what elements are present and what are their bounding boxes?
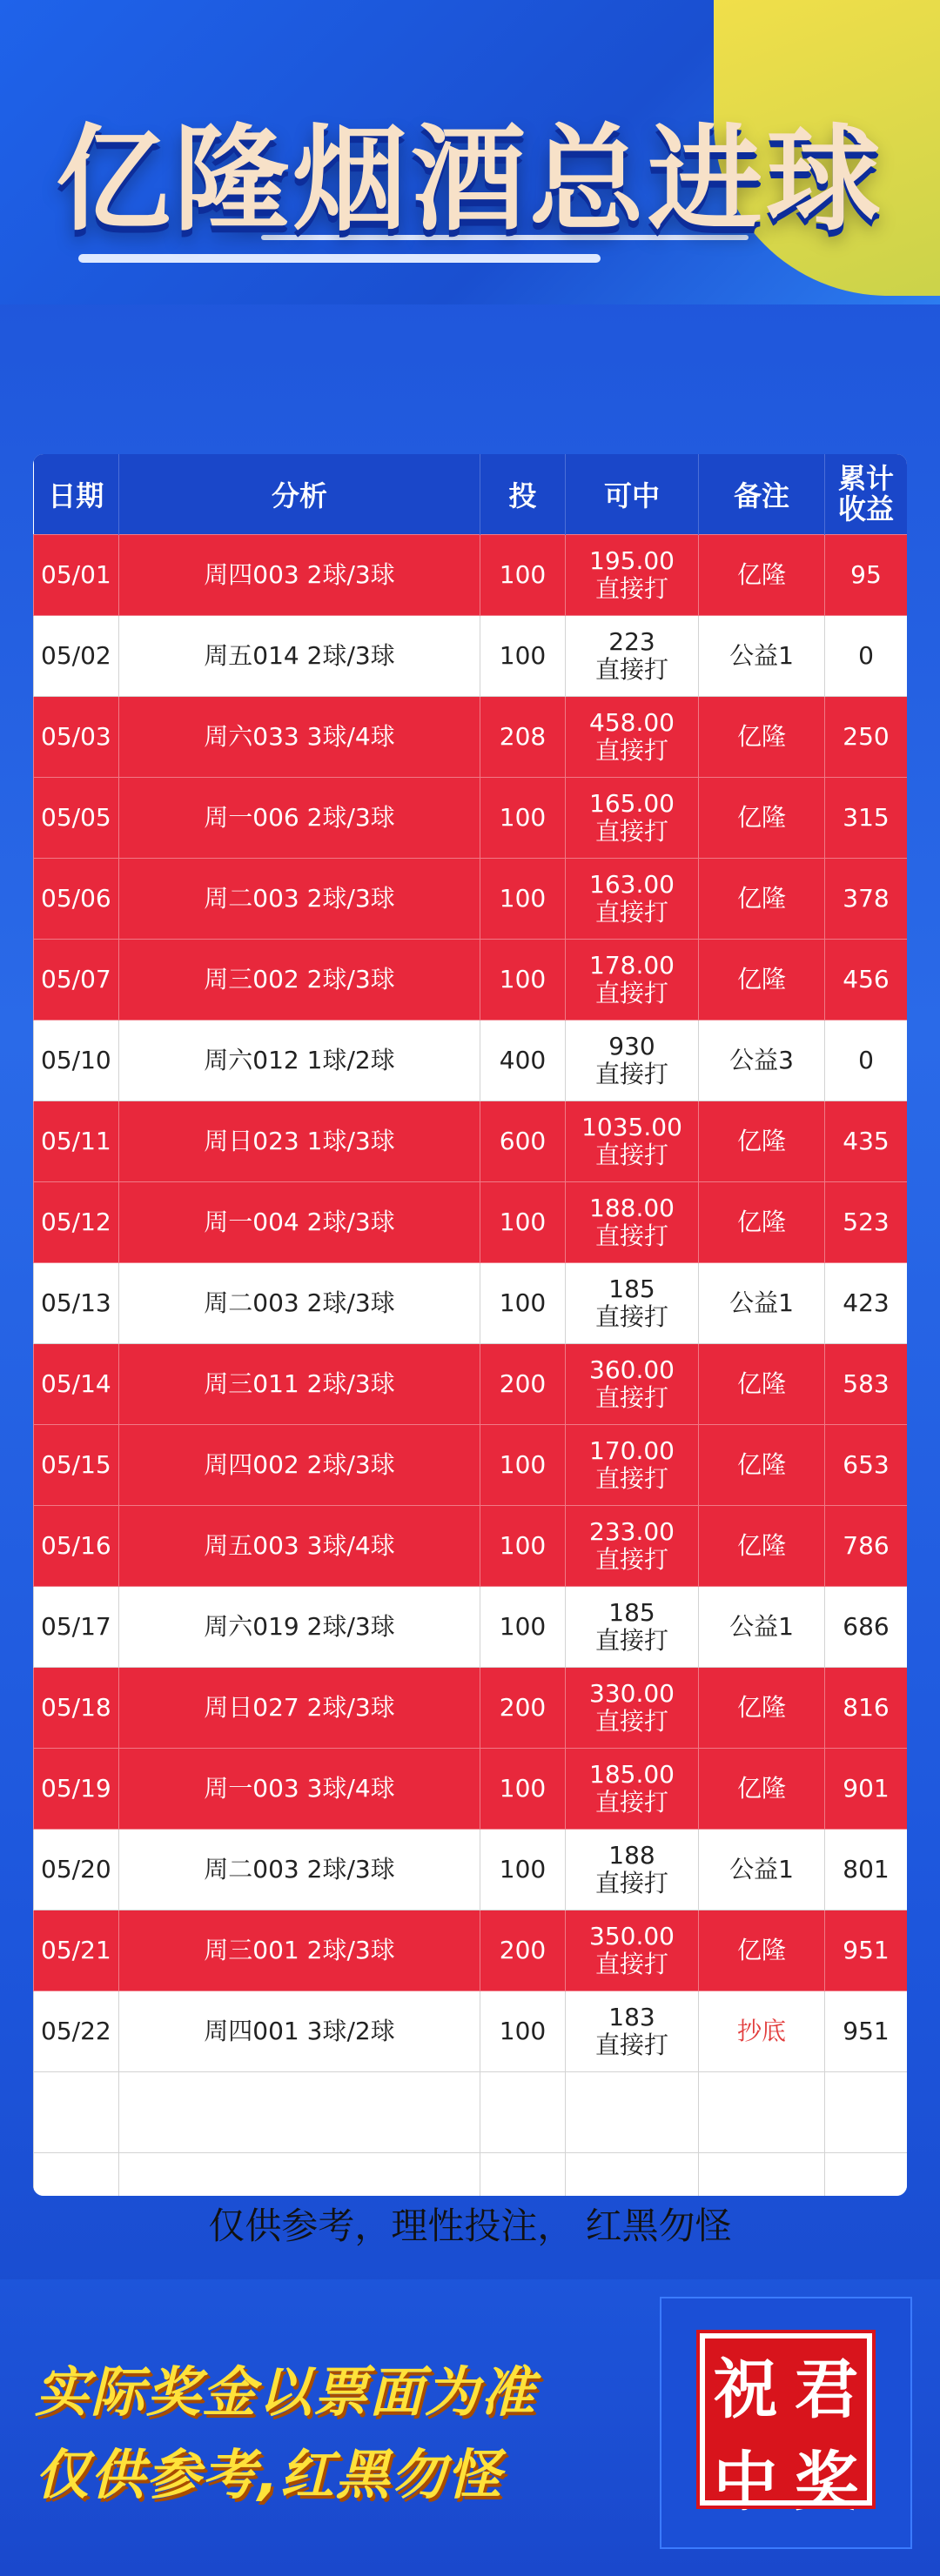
cell-hit [566,1668,699,1749]
cell-hit-amount: 223 [608,626,655,656]
cell-analysis: 周一003 3球/4球 [119,1749,480,1830]
cell-date: 05/01 [34,535,119,616]
cell-hit-amount: 360.00 [589,1355,675,1384]
cell-stake: 100 [480,778,566,859]
cell-hit-method: 直接打 [594,1383,668,1412]
cell-hit-method: 直接打 [594,1545,668,1574]
stamp-char: 中 [713,2445,778,2519]
cell-note: 亿隆 [699,1910,825,1991]
cell-hit [566,1910,699,1991]
cell-date: 05/13 [34,1263,119,1344]
cell-date: 05/15 [34,1425,119,1506]
cell-stake: 400 [480,1020,566,1101]
cell-hit [566,697,699,778]
table-row [34,1749,908,1830]
empty-cell [119,2072,480,2153]
page-title: 亿隆烟酒总进球 [56,113,884,247]
empty-cell [825,2072,908,2153]
cell-hit-method: 直接打 [594,1869,668,1897]
cell-note: 抄底 [699,1991,825,2072]
table-row [34,859,908,940]
cell-cumulative: 901 [825,1749,908,1830]
table-row [34,1587,908,1668]
table-row [34,1425,908,1506]
table-row [34,1263,908,1344]
cell-stake: 200 [480,1910,566,1991]
cell-date: 05/05 [34,778,119,859]
cell-note: 亿隆 [699,697,825,778]
table-row [34,1101,908,1182]
cell-stake: 600 [480,1101,566,1182]
cell-analysis: 周四001 3球/2球 [119,1991,480,2072]
cell-date: 05/22 [34,1991,119,2072]
cell-stake: 100 [480,1830,566,1910]
cell-date: 05/02 [34,616,119,697]
cell-cumulative: 816 [825,1668,908,1749]
cell-hit-method: 直接打 [594,1626,668,1655]
cell-date: 05/20 [34,1830,119,1910]
table-row [34,1668,908,1749]
cell-date: 05/19 [34,1749,119,1830]
cell-hit-method: 直接打 [594,2031,668,2059]
cell-analysis: 周二003 2球/3球 [119,1263,480,1344]
empty-cell [34,2153,119,2197]
cell-analysis: 周四003 2球/3球 [119,535,480,616]
cell-note: 公益3 [699,1020,825,1101]
stamp-char: 奖 [794,2445,859,2519]
empty-cell [566,2153,699,2197]
cell-hit-method: 直接打 [594,574,668,603]
cell-analysis: 周一004 2球/3球 [119,1182,480,1263]
cell-hit [566,859,699,940]
cell-note: 亿隆 [699,859,825,940]
cell-stake: 100 [480,535,566,616]
cell-hit [566,1182,699,1263]
cell-stake: 100 [480,1991,566,2072]
cell-hit [566,1830,699,1910]
cell-date: 05/16 [34,1506,119,1587]
good-luck-stamp [700,2333,872,2519]
col-header-date: 日期 [34,454,119,535]
table-row [34,535,908,616]
cell-date: 05/03 [34,697,119,778]
cell-date: 05/18 [34,1668,119,1749]
cell-hit-amount: 330.00 [589,1678,675,1708]
cell-cumulative: 423 [825,1263,908,1344]
cell-hit-amount: 185 [608,1274,655,1303]
cell-hit-method: 直接打 [594,979,668,1007]
cell-analysis: 周五003 3球/4球 [119,1506,480,1587]
empty-cell [825,2153,908,2197]
cell-stake: 100 [480,1506,566,1587]
cell-cumulative: 786 [825,1506,908,1587]
cell-date: 05/21 [34,1910,119,1991]
cell-cumulative: 951 [825,1991,908,2072]
decorative-stripe [78,254,601,263]
cell-stake: 100 [480,1749,566,1830]
cell-analysis: 周三001 2球/3球 [119,1910,480,1991]
table-row [34,940,908,1020]
cell-cumulative: 0 [825,616,908,697]
cell-date: 05/06 [34,859,119,940]
stamp-frame [660,2297,912,2549]
empty-cell [699,2072,825,2153]
cell-hit [566,778,699,859]
cell-hit-method: 直接打 [594,817,668,846]
table-row [34,1020,908,1101]
cell-hit-amount: 930 [608,1031,655,1061]
cell-note: 亿隆 [699,535,825,616]
cell-note: 公益1 [699,616,825,697]
cell-cumulative: 456 [825,940,908,1020]
cell-date: 05/12 [34,1182,119,1263]
cell-note: 亿隆 [699,1182,825,1263]
table-row [34,1344,908,1425]
cell-date: 05/17 [34,1587,119,1668]
col-header-hit: 可中 [566,454,699,535]
cell-hit-amount: 183 [608,2002,655,2031]
cell-stake: 100 [480,1263,566,1344]
cell-hit-method: 直接打 [594,1950,668,1978]
cell-cumulative: 523 [825,1182,908,1263]
cell-hit [566,940,699,1020]
cell-hit [566,535,699,616]
cell-hit-method: 直接打 [594,1464,668,1493]
cell-hit-amount: 185 [608,1597,655,1627]
cell-note: 公益1 [699,1587,825,1668]
table-row [34,697,908,778]
cell-analysis: 周一006 2球/3球 [119,778,480,859]
cell-analysis: 周二003 2球/3球 [119,1830,480,1910]
cell-stake: 100 [480,616,566,697]
cell-analysis: 周日027 2球/3球 [119,1668,480,1749]
cell-hit-amount: 178.00 [589,950,675,980]
cell-hit-method: 直接打 [594,1060,668,1088]
col-header-analysis: 分析 [119,454,480,535]
empty-cell [34,2072,119,2153]
header-banner [0,0,940,304]
cell-stake: 100 [480,1425,566,1506]
table-row [34,1910,908,1991]
empty-row [34,2072,908,2153]
col-header-stake: 投 [480,454,566,535]
table-row [34,1506,908,1587]
cell-note: 亿隆 [699,1344,825,1425]
empty-cell [566,2072,699,2153]
cell-stake: 200 [480,1344,566,1425]
empty-cell [480,2153,566,2197]
cell-hit [566,1587,699,1668]
cell-analysis: 周四002 2球/3球 [119,1425,480,1506]
cell-hit-amount: 185.00 [589,1759,675,1789]
cell-note: 亿隆 [699,1749,825,1830]
cell-hit [566,1749,699,1830]
disclaimer-text: 仅供参考，理性投注， 红黑勿怪 [208,2205,732,2247]
cell-stake: 100 [480,1182,566,1263]
cell-analysis: 周六033 3球/4球 [119,697,480,778]
cell-hit-amount: 188 [608,1840,655,1870]
cell-analysis: 周六019 2球/3球 [119,1587,480,1668]
table-row [34,616,908,697]
cell-note: 亿隆 [699,1101,825,1182]
cell-hit-method: 直接打 [594,1788,668,1817]
cell-hit [566,616,699,697]
empty-cell [119,2153,480,2197]
cell-hit [566,1506,699,1587]
slogan-line-2: 仅供参考,红黑勿怪 [35,2443,503,2506]
cell-hit [566,1425,699,1506]
results-table [33,454,907,2196]
cell-cumulative: 951 [825,1910,908,1991]
cell-stake: 100 [480,940,566,1020]
cell-analysis: 周日023 1球/3球 [119,1101,480,1182]
cell-note: 公益1 [699,1830,825,1910]
col-header-cum-line1: 累计 [837,461,894,495]
stamp-char: 君 [794,2352,859,2427]
cell-analysis: 周三002 2球/3球 [119,940,480,1020]
cell-hit-method: 直接打 [594,655,668,684]
cell-hit-amount: 170.00 [589,1435,675,1465]
cell-note: 亿隆 [699,940,825,1020]
table-header-row [34,454,908,535]
cell-cumulative: 95 [825,535,908,616]
cell-cumulative: 653 [825,1425,908,1506]
col-header-cumulative [825,454,908,535]
cell-hit [566,1991,699,2072]
cell-analysis: 周三011 2球/3球 [119,1344,480,1425]
cell-hit-method: 直接打 [594,1707,668,1736]
cell-stake: 208 [480,697,566,778]
stamp-char: 祝 [713,2352,778,2427]
cell-hit-amount: 195.00 [589,545,675,575]
cell-date: 05/07 [34,940,119,1020]
cell-hit-method: 直接打 [594,898,668,927]
cell-hit-amount: 458.00 [589,707,675,737]
cell-cumulative: 686 [825,1587,908,1668]
cell-analysis: 周二003 2球/3球 [119,859,480,940]
cell-cumulative: 315 [825,778,908,859]
cell-hit-method: 直接打 [594,1221,668,1250]
cell-hit-amount: 1035.00 [581,1112,682,1141]
table-row [34,778,908,859]
cell-stake: 200 [480,1668,566,1749]
cell-hit-amount: 233.00 [589,1516,675,1546]
cell-hit [566,1020,699,1101]
cell-note: 亿隆 [699,1425,825,1506]
table-row [34,1182,908,1263]
cell-date: 05/10 [34,1020,119,1101]
cell-stake: 100 [480,859,566,940]
cell-cumulative: 435 [825,1101,908,1182]
cell-hit [566,1263,699,1344]
cell-hit [566,1101,699,1182]
cell-date: 05/11 [34,1101,119,1182]
cell-hit-method: 直接打 [594,736,668,765]
empty-cell [480,2072,566,2153]
cell-date: 05/14 [34,1344,119,1425]
cell-hit-method: 直接打 [594,1302,668,1331]
cell-hit-method: 直接打 [594,1141,668,1169]
cell-hit-amount: 188.00 [589,1193,675,1222]
cell-hit-amount: 165.00 [589,788,675,818]
col-header-cum-line2: 收益 [837,492,894,525]
cell-stake: 100 [480,1587,566,1668]
cell-cumulative: 0 [825,1020,908,1101]
cell-hit [566,1344,699,1425]
cell-note: 公益1 [699,1263,825,1344]
cell-cumulative: 801 [825,1830,908,1910]
cell-analysis: 周六012 1球/2球 [119,1020,480,1101]
table-row [34,1991,908,2072]
empty-row [34,2153,908,2197]
cell-hit-amount: 163.00 [589,869,675,899]
cell-note: 亿隆 [699,1668,825,1749]
empty-cell [699,2153,825,2197]
cell-analysis: 周五014 2球/3球 [119,616,480,697]
cell-hit-amount: 350.00 [589,1921,675,1950]
cell-cumulative: 378 [825,859,908,940]
cell-cumulative: 583 [825,1344,908,1425]
cell-note: 亿隆 [699,778,825,859]
cell-cumulative: 250 [825,697,908,778]
table-row [34,1830,908,1910]
col-header-note: 备注 [699,454,825,535]
slogan-line-1: 实际奖金以票面为准 [35,2360,537,2424]
cell-note: 亿隆 [699,1506,825,1587]
